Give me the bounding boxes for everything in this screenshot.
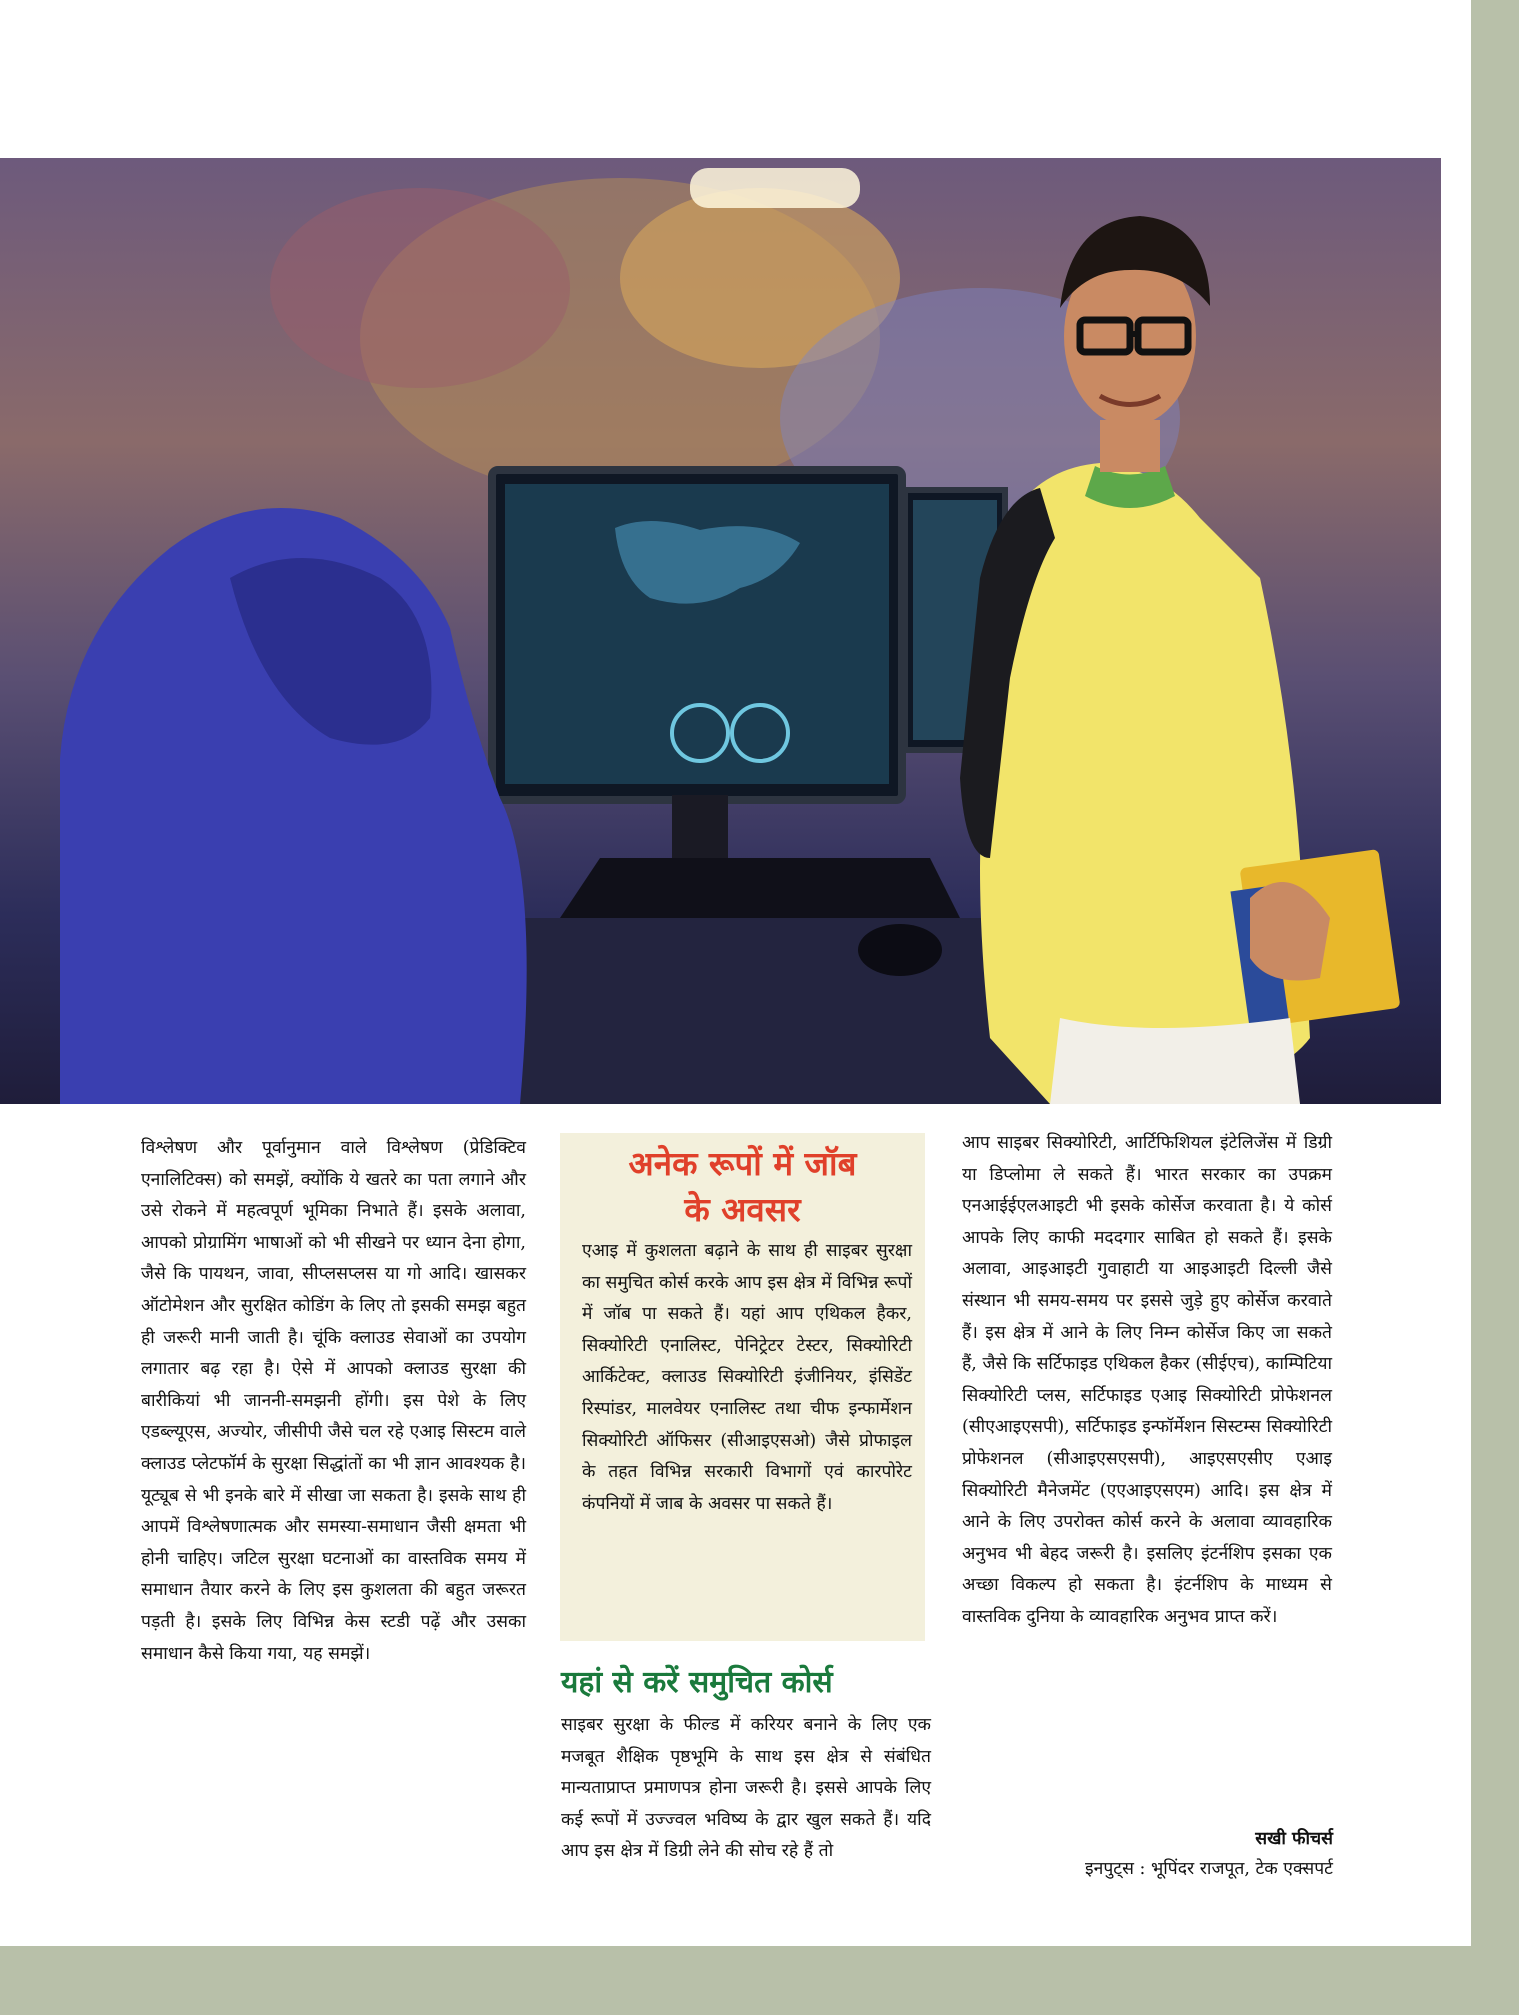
job-opportunities-box (560, 1133, 925, 1641)
box-paragraph: एआइ में कुशलता बढ़ाने के साथ ही साइबर सुरक्षा का समुचित कोर्स करके आप इस क्षेत्र में विभिन्न रूपों में जॉब पा सकते हैं। यहां आप एथिकल हैकर, सिक्योरिटी एनालिस्ट, पेनिट्रेटर टेस्टर, सिक्योरिटी आर्किटेक्ट, क्लाउड सिक्योरिटी इंजीनियर, इंसिडेंट रिस्पांडर, मालवेयर एनालिस्ट तथा चीफ इन्फार्मेशन सिक्योरिटी ऑफिसर (सीआइएसओ) जैसे प्रोफाइल के तहत विभिन्न सरकारी विभागों एवं कारपोरेट कंपनियों में जाब के अवसर पा सकते हैं। (582, 1241, 912, 1514)
hero-illustration (0, 158, 1441, 1104)
page-side-border (1471, 0, 1519, 2015)
credit-author: सखी फीचर्स (1255, 1829, 1333, 1849)
box-title (560, 1141, 925, 1233)
article-column-1 (141, 1133, 526, 1670)
column-3-paragraph: आप साइबर सिक्योरिटी, आर्टिफिशियल इंटेलिजेंस में डिग्री या डिप्लोमा ले सकते हैं। भारत सरकार का उपक्रम एनआईईएलआइटी भी इसके कोर्सेज करवाता है। ये कोर्स आपके लिए काफी मददगार साबित हो सकते हैं। इसके अलावा, आइआइटी गुवाहाटी या आइआइटी दिल्ली जैसे संस्थान भी समय-समय पर इससे जुड़े हुए कोर्सेज करवाते हैं। इस क्षेत्र में आने के लिए निम्न कोर्सेज किए जा सकते हैं, जैसे कि सर्टिफाइड एथिकल हैकर (सीईएच), काम्पिटिया सिक्योरिटी प्लस, सर्टिफाइड एआइ सिक्योरिटी प्रोफेशनल (सीएआइएसपी), सर्टिफाइड इन्फॉर्मेशन सिस्टम्स सिक्योरिटी प्रोफेशनल (सीआइएसएसपी), आइएसएसीए एआइ सिक्योरिटी मैनेजमेंट (एएआइएसएम) आदि। इस क्षेत्र में आने के लिए उपरोक्त कोर्स करने के अलावा व्यावहारिक अनुभव भी बेहद जरूरी है। इसलिए इंटर्नशिप इसका एक अच्छा विकल्प हो सकता है। इंटर्नशिप के माध्यम से वास्तविक दुनिया के व्यावहारिक अनुभव प्राप्त करें। (962, 1133, 1332, 1627)
page-bottom-border (0, 1946, 1519, 2015)
section-heading-courses: यहां से करें समुचित कोर्स (561, 1665, 833, 1700)
box-title-line-1: अनेक रूपों में जॉब (628, 1144, 857, 1183)
credit-inputs: इनपुट्स : भूपिंदर राजपूत, टेक एक्सपर्ट (1085, 1859, 1333, 1879)
article-column-3 (962, 1128, 1332, 1634)
column-1-paragraph: विश्लेषण और पूर्वानुमान वाले विश्लेषण (प्रेडिक्टिव एनालिटिक्स) को समझें, क्योंकि ये खतरे का पता लगाने और उसे रोकने में महत्वपूर्ण भूमिका निभाते हैं। इसके अलावा, आपको प्रोग्रामिंग भाषाओं को भी सीखने पर ध्यान देना होगा, जैसे कि पायथन, जावा, सीप्लसप्लस या गो आदि। खासकर ऑटोमेशन और सुरक्षित कोडिंग के लिए तो इसकी समझ बहुत ही जरूरी मानी जाती है। चूंकि क्लाउड सेवाओं का उपयोग लगातार बढ़ रहा है। ऐसे में आपको क्लाउड सुरक्षा की बारीकियां भी जाननी-समझनी होंगी। इस पेशे के लिए एडब्ल्यूएस, अज्योर, जीसीपी जैसे चल रहे एआइ सिस्टम वाले क्लाउड प्लेटफॉर्म के सुरक्षा सिद्धांतों का भी ज्ञान आवश्यक है। यूट्यूब से भी इनके बारे में सीखा जा सकता है। इसके साथ ही आपमें विश्लेषणात्मक और समस्या-समाधान जैसी क्षमता भी होनी चाहिए। जटिल सुरक्षा घटनाओं का वास्तविक समय में समाधान तैयार करने के लिए इस कुशलता की बहुत जरूरत पड़ती है। इसके लिए विभिन्न केस स्टडी पढ़ें और उसका समाधान कैसे किया गया, यह समझें। (141, 1138, 526, 1664)
box-title-line-2: के अवसर (684, 1190, 801, 1229)
article-credit (1005, 1824, 1333, 1884)
column-2-paragraph: साइबर सुरक्षा के फील्ड में करियर बनाने के लिए एक मजबूत शैक्षिक पृष्ठभूमि के साथ इस क्षेत्र से संबंधित मान्यताप्राप्त प्रमाणपत्र होना जरूरी है। इससे आपके लिए कई रूपों में उज्ज्वल भविष्य के द्वार खुल सकते हैं। यदि आप इस क्षेत्र में डिग्री लेने की सोच रहे हैं तो (561, 1715, 931, 1862)
hero-photo (0, 158, 1441, 1104)
article-column-2 (561, 1710, 931, 1868)
